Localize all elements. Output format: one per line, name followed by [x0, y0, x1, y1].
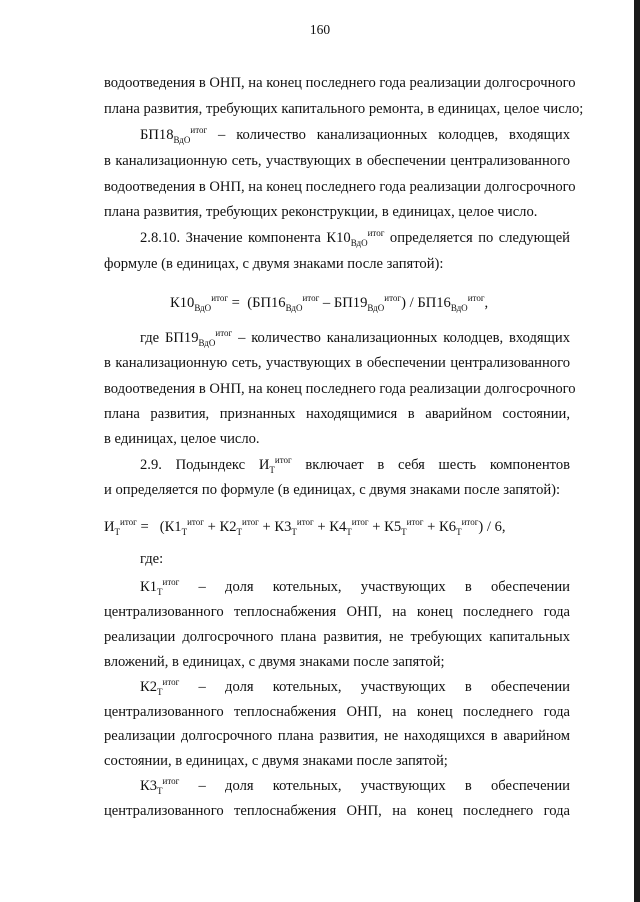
operator: + — [203, 519, 220, 535]
symbol: БП18 — [140, 127, 174, 143]
text-line: формуле (в единицах, с двумя знаками после запятой): — [104, 256, 444, 272]
symbol: К4 — [329, 519, 347, 535]
text-fragment: – доля котельных, участвующих в обеспечении — [179, 679, 570, 695]
superscript: итог — [351, 517, 369, 528]
formula-i — [104, 518, 506, 536]
subscript: Т — [401, 526, 407, 537]
subscript: Т — [456, 526, 462, 537]
operator: = — [228, 295, 244, 311]
text-fragment: – количество канализационных колодцев, входящих — [207, 127, 570, 143]
symbol: И — [258, 457, 270, 473]
subscript: ВдО — [350, 237, 368, 248]
subscript: Т — [346, 526, 352, 537]
superscript: итог — [406, 517, 424, 528]
operator: ( — [247, 295, 253, 311]
symbol: БП19 — [165, 330, 199, 346]
operator: , — [484, 295, 489, 311]
text-fragment: где — [140, 330, 166, 346]
superscript: итог — [120, 517, 137, 528]
symbol: К6 — [439, 519, 457, 535]
text-fragment: 2.9. Подындекс — [140, 457, 259, 473]
operator: = — [136, 519, 153, 535]
section-2-8-10 — [140, 229, 570, 247]
subscript: ВдО — [173, 134, 191, 145]
text-line: в канализационную сеть, участвующих в обеспечении централизованного — [104, 153, 570, 169]
superscript: итог — [215, 328, 233, 339]
symbol: К10 — [170, 295, 195, 311]
definition-bp19 — [140, 329, 570, 347]
symbol: К1 — [164, 519, 182, 535]
text-line: в единицах, целое число. — [104, 431, 260, 447]
symbol: К5 — [384, 519, 402, 535]
operator: ( — [159, 519, 165, 535]
symbol: К2 — [219, 519, 237, 535]
text-fragment: определяется по следующей — [384, 230, 570, 246]
superscript: итог — [187, 517, 204, 528]
text-fragment: 2.8.10. Значение компонента — [140, 230, 327, 246]
superscript: итог — [367, 228, 385, 239]
symbol: И — [104, 519, 115, 535]
operator: / — [405, 295, 418, 311]
subscript: Т — [236, 526, 242, 537]
text-fragment: включает в себя шесть компонентов — [291, 457, 571, 473]
text-line: плана развития, требующих капитального ремонта, в единицах, целое число; — [104, 101, 584, 117]
superscript: итог — [461, 517, 479, 528]
text-line: водоотведения в ОНП, на конец последнего года реализации долгосрочного — [104, 75, 576, 91]
superscript: итог — [242, 517, 259, 528]
text-fragment: – количество канализационных колодцев, входящих — [232, 330, 570, 346]
text-line: централизованного теплоснабжения ОНП, на конец последнего года — [104, 803, 570, 819]
subscript: Т — [114, 526, 121, 537]
symbol: БП16 — [252, 295, 286, 311]
page-number: 160 — [309, 22, 331, 37]
operator: ) — [478, 519, 484, 535]
superscript: итог — [162, 677, 180, 688]
superscript: итог — [211, 293, 229, 304]
operator: + — [313, 519, 330, 535]
subscript: ВдО — [450, 302, 468, 313]
superscript: итог — [296, 517, 314, 528]
definition-k2 — [140, 678, 570, 696]
operator: + — [423, 519, 440, 535]
operator: , — [501, 519, 506, 535]
operator: ) — [401, 295, 406, 311]
symbol: БП19 — [333, 295, 368, 311]
definition-k3 — [140, 777, 570, 795]
formula-k10 — [170, 294, 488, 312]
text-line: где: — [140, 551, 164, 567]
subscript: Т — [157, 686, 163, 697]
superscript: итог — [190, 125, 208, 136]
superscript: итог — [384, 293, 402, 304]
section-2-9 — [140, 456, 570, 474]
text-line: состоянии, в единицах, с двумя знаками после запятой; — [104, 753, 448, 769]
operator: + — [368, 519, 385, 535]
subscript: Т — [157, 586, 163, 597]
symbol: К10 — [326, 230, 351, 246]
superscript: итог — [467, 293, 485, 304]
subscript: ВдО — [198, 337, 216, 348]
symbol: К3 — [140, 778, 158, 794]
operator: – — [319, 295, 334, 311]
text-line: в канализационную сеть, участвующих в обеспечении централизованного — [104, 355, 570, 371]
text-line: реализации долгосрочного плана развития, не находящихся в аварийном — [104, 728, 570, 744]
text-line: централизованного теплоснабжения ОНП, на конец последнего года — [104, 604, 570, 620]
superscript: итог — [302, 293, 320, 304]
text-fragment: – доля котельных, участвующих в обеспечении — [179, 778, 570, 794]
text-line: централизованного теплоснабжения ОНП, на конец последнего года — [104, 704, 570, 720]
symbol: К1 — [140, 579, 158, 595]
subscript: Т — [181, 526, 188, 537]
subscript: Т — [291, 526, 297, 537]
operator: + — [258, 519, 275, 535]
subscript: ВдО — [194, 302, 212, 313]
definition-k1 — [140, 578, 570, 596]
subscript: ВдО — [367, 302, 385, 313]
superscript: итог — [274, 455, 292, 466]
definition-bp18 — [140, 126, 570, 144]
subscript: ВдО — [285, 302, 303, 313]
symbol: К3 — [274, 519, 292, 535]
text-line: вложений, в единицах, с двумя знаками после запятой; — [104, 654, 445, 670]
subscript: Т — [269, 464, 275, 475]
symbol: БП16 — [417, 295, 451, 311]
subscript: Т — [157, 785, 163, 796]
text-line: реализации долгосрочного плана развития, не требующих капитальных — [104, 629, 570, 645]
scan-edge — [634, 0, 640, 902]
superscript: итог — [162, 776, 180, 787]
operator: / 6 — [483, 519, 502, 535]
text-fragment: – доля котельных, участвующих в обеспечении — [179, 579, 570, 595]
text-line: плана развития, признанных находящимися в аварийном состоянии, — [104, 406, 570, 422]
text-line: и определяется по формуле (в единицах, с двумя знаками после запятой): — [104, 482, 561, 498]
text-line: водоотведения в ОНП, на конец последнего года реализации долгосрочного — [104, 381, 576, 397]
text-line: плана развития, требующих реконструкции, в единицах, целое число. — [104, 204, 538, 220]
text-line: водоотведения в ОНП, на конец последнего года реализации долгосрочного — [104, 179, 576, 195]
superscript: итог — [162, 577, 180, 588]
symbol: К2 — [140, 679, 158, 695]
